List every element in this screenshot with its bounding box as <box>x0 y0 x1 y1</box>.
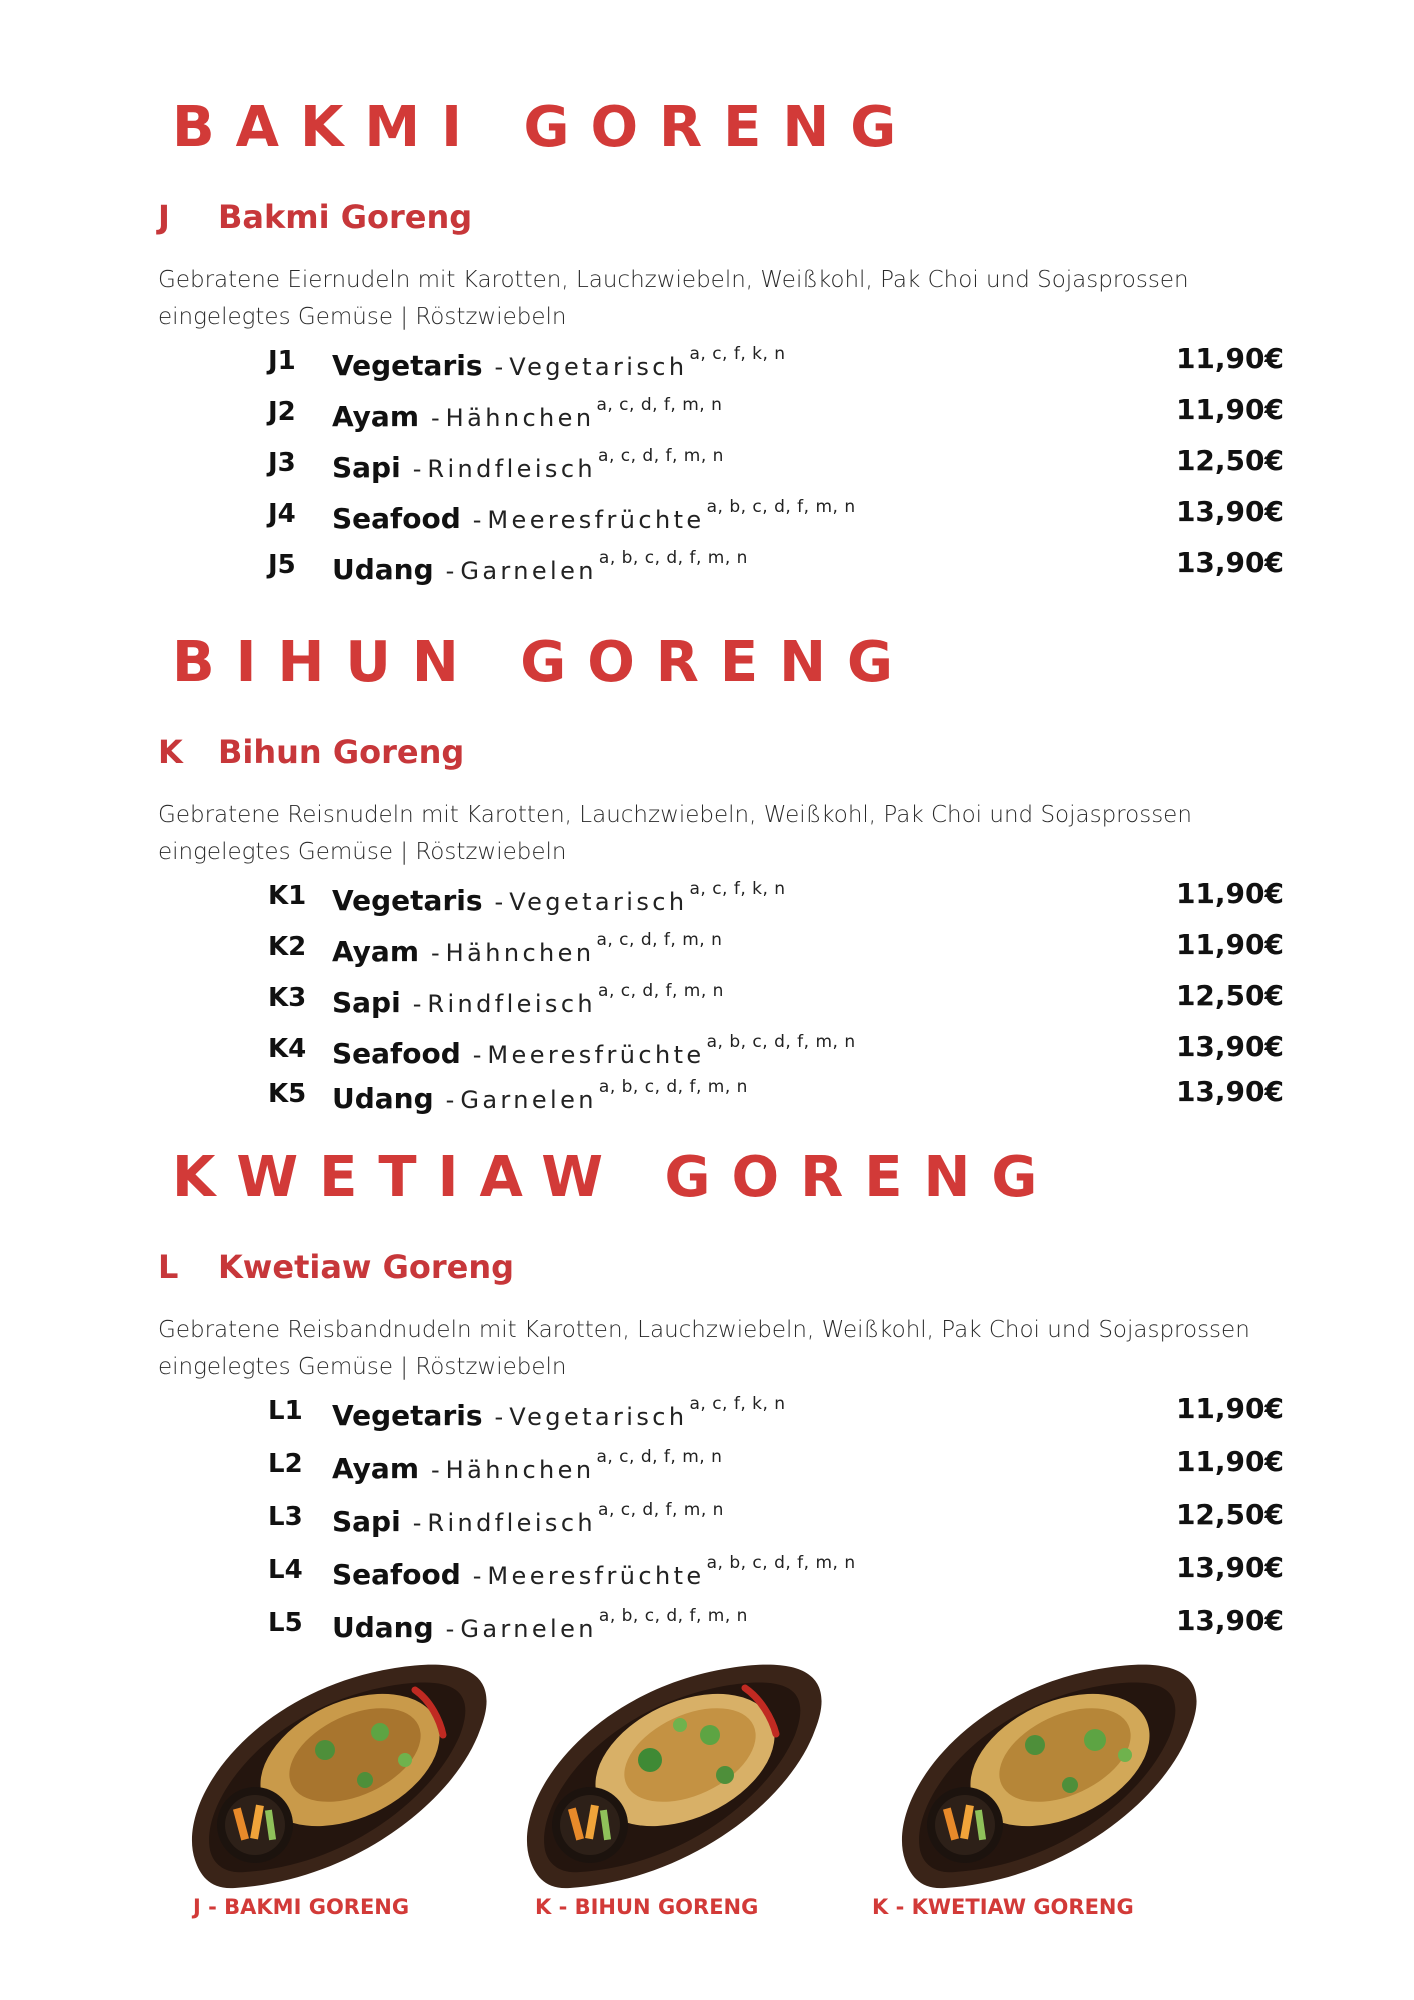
caption-kwetiaw: K - KWETIAW GORENG <box>872 1895 1134 1919</box>
item-allergens: a, c, d, f, m, n <box>598 1500 724 1520</box>
item-separator: - <box>431 404 440 432</box>
item-code: L1 <box>268 1396 303 1426</box>
menu-item <box>0 485 1414 535</box>
item-allergens: a, b, c, d, f, m, n <box>598 1077 748 1097</box>
noodle-plate-icon <box>885 1650 1205 1890</box>
description-line-1: Gebratene Reisnudeln mit Karotten, Lauchzwiebeln, Weißkohl, Pak Choi und Sojasprossen <box>158 802 1192 828</box>
menu-item <box>0 536 1414 586</box>
item-separator: - <box>412 990 422 1018</box>
item-separator: - <box>472 1562 482 1590</box>
item-allergens: a, b, c, d, f, m, n <box>706 1032 856 1052</box>
caption-bihun: K - BIHUN GORENG <box>535 1895 759 1919</box>
description-line-2: eingelegtes Gemüse | Röstzwiebeln <box>158 304 567 330</box>
item-price: 11,90€ <box>1175 393 1284 426</box>
item-translation: Garnelen <box>460 557 597 585</box>
dish-name: Kwetiaw Goreng <box>218 1248 515 1286</box>
dish-letter: L <box>158 1248 179 1286</box>
item-code: J1 <box>268 346 296 376</box>
dish-description <box>158 262 1258 336</box>
description-line-2: eingelegtes Gemüse | Röstzwiebeln <box>158 839 567 865</box>
item-name: Vegetaris <box>332 349 483 382</box>
item-price: 13,90€ <box>1175 1551 1284 1584</box>
item-name: Ayam <box>332 935 419 968</box>
dish-photo-bihun <box>510 1650 830 1890</box>
item-allergens: a, c, d, f, m, n <box>596 1447 723 1467</box>
item-price: 11,90€ <box>1175 1392 1284 1425</box>
item-translation: Rindfleisch <box>427 1509 597 1537</box>
item-allergens: a, c, d, f, m, n <box>596 395 723 415</box>
description-line-1: Gebratene Reisbandnudeln mit Karotten, Lauchzwiebeln, Weißkohl, Pak Choi und Sojasprossen <box>158 1317 1250 1343</box>
item-price: 12,50€ <box>1175 1498 1284 1531</box>
menu-item <box>0 1065 1414 1115</box>
item-price: 12,50€ <box>1175 979 1284 1012</box>
dish-letter: J <box>158 198 170 236</box>
item-allergens: a, b, c, d, f, m, n <box>706 1553 856 1573</box>
item-allergens: a, b, c, d, f, m, n <box>706 497 856 517</box>
menu-item <box>0 383 1414 433</box>
dish-name: Bihun Goreng <box>218 733 465 771</box>
item-translation: Meeresfrüchte <box>487 1041 705 1069</box>
section-title: BAKMI GORENG <box>172 95 918 160</box>
item-allergens: a, c, d, f, m, n <box>596 930 723 950</box>
item-name: Udang <box>332 1082 434 1115</box>
dish-heading <box>158 1248 514 1286</box>
description-line-2: eingelegtes Gemüse | Röstzwiebeln <box>158 1354 567 1380</box>
menu-item <box>0 969 1414 1019</box>
item-separator: - <box>494 1403 504 1431</box>
item-code: J3 <box>268 448 296 478</box>
item-code: L4 <box>268 1555 303 1585</box>
menu-item <box>0 918 1414 968</box>
description-line-1: Gebratene Eiernudeln mit Karotten, Lauchzwiebeln, Weißkohl, Pak Choi und Sojasprossen <box>158 267 1189 293</box>
dish-heading <box>158 198 472 236</box>
item-code: L5 <box>268 1608 303 1638</box>
item-separator: - <box>494 888 504 916</box>
item-name: Vegetaris <box>332 884 483 917</box>
item-allergens: a, b, c, d, f, m, n <box>598 1606 748 1626</box>
item-price: 11,90€ <box>1175 1445 1284 1478</box>
item-code: J2 <box>268 397 296 427</box>
item-code: K1 <box>268 881 307 911</box>
item-code: J4 <box>268 499 296 529</box>
item-translation: Meeresfrüchte <box>487 506 705 534</box>
item-separator: - <box>445 1086 455 1114</box>
item-name: Seafood <box>332 1037 461 1070</box>
item-separator: - <box>472 1041 482 1069</box>
menu-item <box>0 1435 1414 1485</box>
item-name: Sapi <box>332 986 401 1019</box>
dish-photo-kwetiaw <box>885 1650 1205 1890</box>
item-translation: Vegetarisch <box>509 1403 688 1431</box>
item-name: Seafood <box>332 1558 461 1591</box>
dish-description <box>158 1312 1258 1386</box>
item-name: Vegetaris <box>332 1399 483 1432</box>
item-price: 13,90€ <box>1175 1075 1284 1108</box>
item-name: Sapi <box>332 1505 401 1538</box>
menu-item <box>0 1594 1414 1644</box>
item-translation: Meeresfrüchte <box>487 1562 705 1590</box>
item-price: 13,90€ <box>1175 495 1284 528</box>
item-code: L2 <box>268 1449 303 1479</box>
item-separator: - <box>431 939 440 967</box>
dish-letter: K <box>158 733 183 771</box>
item-translation: Hähnchen <box>445 1456 595 1484</box>
item-name: Udang <box>332 553 434 586</box>
menu-item <box>0 1541 1414 1591</box>
item-translation: Hähnchen <box>445 939 595 967</box>
dish-heading <box>158 733 464 771</box>
item-name: Udang <box>332 1611 434 1644</box>
item-name: Ayam <box>332 400 419 433</box>
item-price: 13,90€ <box>1175 1604 1284 1637</box>
item-name: Ayam <box>332 1452 419 1485</box>
section-title: BIHUN GORENG <box>172 630 914 695</box>
item-code: K5 <box>268 1079 307 1109</box>
menu-item <box>0 1488 1414 1538</box>
item-allergens: a, b, c, d, f, m, n <box>598 548 748 568</box>
item-translation: Hähnchen <box>445 404 595 432</box>
item-translation: Vegetarisch <box>509 888 688 916</box>
item-separator: - <box>494 353 504 381</box>
menu-item <box>0 1020 1414 1070</box>
item-price: 12,50€ <box>1175 444 1284 477</box>
item-separator: - <box>412 455 422 483</box>
menu-item <box>0 867 1414 917</box>
item-translation: Rindfleisch <box>427 990 597 1018</box>
item-translation: Vegetarisch <box>509 353 688 381</box>
item-separator: - <box>472 506 482 534</box>
item-code: K3 <box>268 983 307 1013</box>
item-code: K2 <box>268 932 307 962</box>
noodle-plate-icon <box>510 1650 830 1890</box>
dish-description <box>158 797 1258 871</box>
item-price: 11,90€ <box>1175 342 1284 375</box>
item-allergens: a, c, d, f, m, n <box>598 981 724 1001</box>
caption-bakmi: J - BAKMI GORENG <box>193 1895 410 1919</box>
dish-photo-bakmi <box>175 1650 495 1890</box>
item-separator: - <box>412 1509 422 1537</box>
section-title: KWETIAW GORENG <box>172 1145 1059 1210</box>
menu-item <box>0 1382 1414 1432</box>
dish-photos <box>0 1650 1414 2000</box>
item-price: 13,90€ <box>1175 546 1284 579</box>
item-name: Seafood <box>332 502 461 535</box>
item-price: 11,90€ <box>1175 928 1284 961</box>
item-name: Sapi <box>332 451 401 484</box>
item-price: 11,90€ <box>1175 877 1284 910</box>
item-code: J5 <box>268 550 296 580</box>
item-translation: Garnelen <box>460 1615 597 1643</box>
item-translation: Rindfleisch <box>427 455 597 483</box>
item-code: L3 <box>268 1502 303 1532</box>
item-code: K4 <box>268 1034 307 1064</box>
item-separator: - <box>445 1615 455 1643</box>
item-separator: - <box>445 557 455 585</box>
item-price: 13,90€ <box>1175 1030 1284 1063</box>
item-allergens: a, c, f, k, n <box>689 344 786 364</box>
dish-name: Bakmi Goreng <box>218 198 473 236</box>
item-allergens: a, c, d, f, m, n <box>598 446 724 466</box>
noodle-plate-icon <box>175 1650 495 1890</box>
item-translation: Garnelen <box>460 1086 597 1114</box>
menu-item <box>0 332 1414 382</box>
menu-item <box>0 434 1414 484</box>
item-allergens: a, c, f, k, n <box>689 879 786 899</box>
item-allergens: a, c, f, k, n <box>689 1394 786 1414</box>
item-separator: - <box>431 1456 440 1484</box>
